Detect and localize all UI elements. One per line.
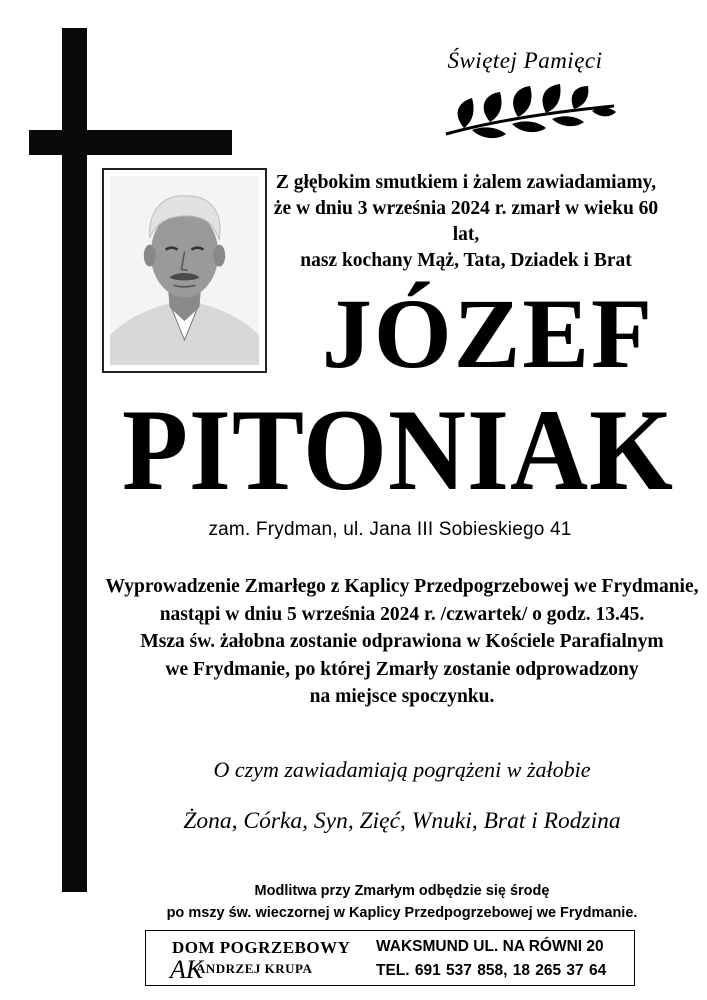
palm-branch-icon: [442, 84, 618, 140]
intro-line: że w dniu 3 września 2024 r. zmarł w wieku 60 lat,: [273, 198, 659, 245]
funeral-home-name: DOM POGRZEBOWY: [172, 938, 351, 957]
prayer-line: po mszy św. wieczornej w Kaplicy Przedpogrzebowej we Frydmanie.: [166, 905, 638, 921]
prayer-line: Modlitwa przy Zmarłym odbędzie się środę: [254, 883, 550, 899]
deceased-address: zam. Frydman, ul. Jana III Sobieskiego 41: [208, 519, 572, 540]
funeral-home-owner: ANDRZEJ KRUPA: [196, 961, 313, 976]
cross-icon-arm: [29, 130, 232, 155]
prayer-text: [100, 880, 704, 924]
family-text: Żona, Córka, Syn, Zięć, Wnuki, Brat i Rodzina: [183, 808, 621, 834]
ceremony-line: nastąpi w dniu 5 września 2024 r. /czwartek/ o godz. 13.45.: [159, 603, 645, 625]
ceremony-line: Msza św. żałobna zostanie odprawiona w Kościele Parafialnym: [140, 631, 664, 652]
intro-text: [260, 170, 672, 274]
intro-line: Z głębokim smutkiem i żalem zawiadamiamy,: [275, 172, 657, 193]
portrait-photo: [102, 168, 267, 373]
cross-icon: [62, 28, 87, 892]
ceremony-line: Wyprowadzenie Zmarłego z Kaplicy Przedpogrzebowej we Frydmanie,: [105, 576, 699, 597]
ceremony-line: na miejsce spoczynku.: [309, 686, 495, 707]
ceremony-text: [100, 573, 704, 711]
funeral-home-logo: AK: [170, 955, 204, 984]
deceased-last-name: PITONIAK: [121, 386, 675, 515]
mourning-text: O czym zawiadamiają pogrążeni w żałobie: [213, 757, 591, 782]
ceremony-line: we Frydmanie, po której Zmarły zostanie odprowadzony: [165, 658, 639, 680]
deceased-first-name: JÓZEF: [321, 278, 655, 389]
intro-line: nasz kochany Mąż, Tata, Dziadek i Brat: [300, 250, 632, 271]
funeral-home-phone: TEL. 691 537 858, 18 265 37 64: [376, 962, 607, 979]
funeral-home-address: WAKSMUND UL. NA RÓWNI 20: [376, 938, 604, 955]
memory-heading: Świętej Pamięci: [447, 48, 603, 73]
portrait-image: [110, 176, 259, 365]
